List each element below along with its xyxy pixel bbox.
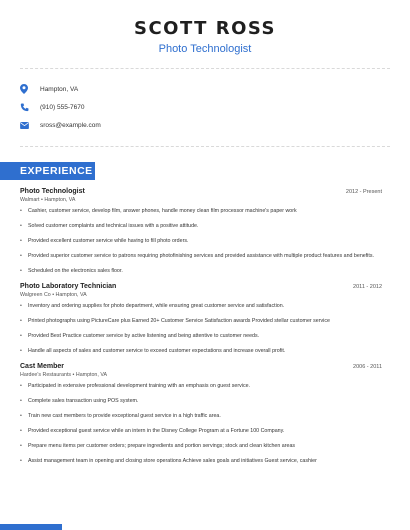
job-title: Photo Technologist bbox=[20, 188, 85, 195]
contact-phone bbox=[20, 98, 390, 116]
job-bullet: • Handle all aspects of sales and customer service to exceed customer expectations and increase overall profit. bbox=[20, 348, 382, 355]
job-employer: Walgreen Co • Hampton, VA bbox=[20, 292, 87, 298]
contact-email bbox=[20, 116, 390, 134]
job-bullet: • Participated in extensive professional development training with an emphasis on guest service. bbox=[20, 383, 382, 390]
job-title: Cast Member bbox=[20, 363, 64, 370]
job-bullet: • Provided superior customer service to patrons requiring photofinishing services and provided assistance with multiple product features and benefits. bbox=[20, 253, 382, 260]
job-title: Photo Laboratory Technician bbox=[20, 283, 117, 290]
job-entry bbox=[20, 188, 382, 275]
contact-location-text: Hampton, VA bbox=[40, 85, 79, 93]
job-bullets bbox=[20, 383, 382, 465]
job-bullet: • Provided excellent customer service while having to fill photo orders. bbox=[20, 238, 382, 245]
job-bullet: • Prepare menu items per customer orders; prepare ingredients and portion servings; stock and clean kitchen areas bbox=[20, 443, 382, 450]
resume-header bbox=[0, 18, 410, 55]
job-company: Walmart bbox=[20, 197, 40, 203]
job-dates: 2006 - 2011 bbox=[353, 364, 382, 370]
contact-list bbox=[20, 80, 390, 134]
job-employer: Hardee's Restaurants • Hampton, VA bbox=[20, 372, 107, 378]
job-bullet: • Solved customer complaints and technical issues with a positive attitude. bbox=[20, 223, 382, 230]
job-bullets bbox=[20, 208, 382, 275]
job-dates: 2011 - 2012 bbox=[353, 284, 382, 290]
contact-divider bbox=[20, 146, 390, 147]
job-bullets bbox=[20, 303, 382, 355]
location-pin-icon bbox=[20, 82, 36, 96]
job-bullet: • Provided Best Practice customer service by active listening and being attentive to customer needs. bbox=[20, 333, 382, 340]
contact-phone-text: (910) 555-7670 bbox=[40, 103, 85, 111]
phone-icon bbox=[20, 100, 36, 114]
contact-location bbox=[20, 80, 390, 98]
contact-email-text: sross@example.com bbox=[40, 121, 101, 129]
header-divider bbox=[20, 68, 390, 69]
job-bullet: • Scheduled on the electronics sales floor. bbox=[20, 268, 382, 275]
job-bullet: • Printed photographs using PictureCare plus Earned 20+ Customer Service Satisfaction awards Provided stellar customer service bbox=[20, 318, 382, 325]
candidate-name: SCOTT ROSS bbox=[134, 18, 276, 39]
job-entry bbox=[20, 363, 382, 465]
job-location: Hampton, VA bbox=[55, 292, 87, 298]
next-section-heading-bar bbox=[0, 524, 62, 530]
job-dates: 2012 - Present bbox=[345, 189, 382, 195]
job-company: Hardee's Restaurants bbox=[20, 372, 72, 378]
experience-section-heading: EXPERIENCE bbox=[0, 162, 95, 180]
job-entry bbox=[20, 283, 382, 355]
job-location: Hampton, VA bbox=[75, 372, 107, 378]
candidate-title: Photo Technologist bbox=[158, 43, 252, 55]
email-icon bbox=[20, 118, 36, 132]
job-bullet: • Assist management team in opening and closing store operations Achieve sales goals and initiatives Guest service, cashier bbox=[20, 458, 382, 465]
job-employer: Walmart • Hampton, VA bbox=[20, 197, 76, 203]
job-bullet: • Train new cast members to provide exceptional guest service in a high traffic area. bbox=[20, 413, 382, 420]
job-location: Hampton, VA bbox=[44, 197, 76, 203]
job-bullet: • Provided exceptional guest service while an intern in the Disney College Program at a Fortune 100 Company. bbox=[20, 428, 382, 435]
job-bullet: • Cashier, customer service, develop film, answer phones, handle money clean film processor machine's paper work bbox=[20, 208, 382, 215]
experience-list bbox=[20, 188, 382, 473]
job-company: Walgreen Co bbox=[20, 292, 51, 298]
job-bullet: • Complete sales transaction using POS system. bbox=[20, 398, 382, 405]
job-bullet: • Inventory and ordering supplies for photo department, while ensuring great customer service and satisfaction. bbox=[20, 303, 382, 310]
